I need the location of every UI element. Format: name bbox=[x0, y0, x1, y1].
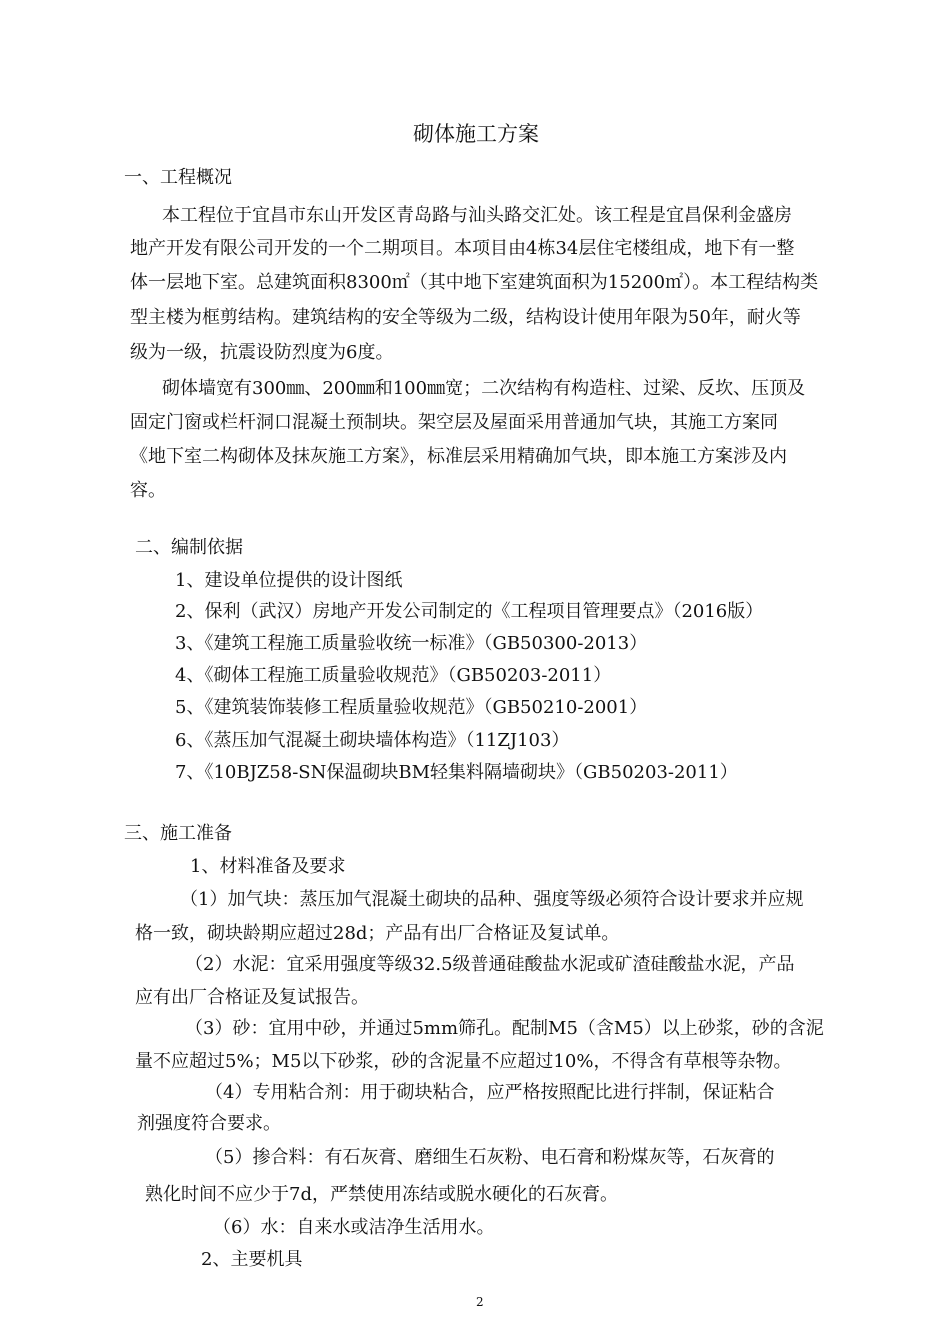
s3-sub1-heading: 1、材料准备及要求 bbox=[190, 856, 346, 877]
s2-item-6: 6、《蒸压加气混凝土砌块墙体构造》（11ZJ103） bbox=[175, 730, 570, 751]
s2-item-1: 1、建设单位提供的设计图纸 bbox=[175, 570, 403, 591]
s3-sub2-heading: 2、主要机具 bbox=[201, 1249, 303, 1270]
section-2-heading: 二、编制依据 bbox=[135, 537, 243, 558]
s1-para2-line3: 《地下室二构砌体及抹灰施工方案》，标准层采用精确加气块，即本施工方案涉及内 bbox=[130, 446, 787, 467]
s3-m5-line2: 熟化时间不应少于7d，严禁使用冻结或脱水硬化的石灰膏。 bbox=[145, 1184, 618, 1205]
s3-m4-line1: （4）专用粘合剂：用于砌块粘合，应严格按照配比进行拌制，保证粘合 bbox=[205, 1082, 775, 1103]
page-number: 2 bbox=[476, 1295, 484, 1309]
s1-para2-line2: 固定门窗或栏杆洞口混凝土预制块。架空层及屋面采用普通加气块，其施工方案同 bbox=[130, 412, 778, 433]
s2-item-7: 7、《10BJZ58-SN保温砌块BM轻集料隔墙砌块》（GB50203-2011） bbox=[175, 762, 738, 783]
s3-m1-line1: （1）加气块：蒸压加气混凝土砌块的品种、强度等级必须符合设计要求并应规 bbox=[180, 889, 804, 910]
s1-para1-line4: 型主楼为框剪结构。建筑结构的安全等级为二级，结构设计使用年限为50年，耐火等 bbox=[130, 307, 801, 328]
section-3-heading: 三、施工准备 bbox=[124, 823, 232, 844]
s2-item-3: 3、《建筑工程施工质量验收统一标准》（GB50300-2013） bbox=[175, 633, 648, 654]
s1-para2-line1: 砌体墙宽有300㎜、200㎜和100㎜宽；二次结构有构造柱、过梁、反坎、压顶及 bbox=[162, 378, 806, 399]
s3-m3-line1: （3）砂：宜用中砂，并通过5mm筛孔。配制M5（含M5）以上砂浆，砂的含泥 bbox=[185, 1018, 824, 1039]
s1-para1-line5: 级为一级，抗震设防烈度为6度。 bbox=[130, 342, 394, 363]
s2-item-2: 2、保利（武汉）房地产开发公司制定的《工程项目管理要点》（2016版） bbox=[175, 601, 764, 622]
s3-m2-line2: 应有出厂合格证及复试报告。 bbox=[135, 987, 369, 1008]
s3-m4-line2: 剂强度符合要求。 bbox=[137, 1113, 281, 1134]
s2-item-4: 4、《砌体工程施工质量验收规范》（GB50203-2011） bbox=[175, 665, 612, 686]
s1-para1-line2: 地产开发有限公司开发的一个二期项目。本项目由4栋34层住宅楼组成，地下有一整 bbox=[130, 238, 795, 259]
s3-m5-line1: （5）掺合料：有石灰膏、磨细生石灰粉、电石膏和粉煤灰等，石灰膏的 bbox=[205, 1147, 775, 1168]
page-title: 砌体施工方案 bbox=[413, 122, 539, 146]
s1-para1-line3: 体一层地下室。总建筑面积8300㎡（其中地下室建筑面积为15200㎡）。本工程结构类 bbox=[130, 272, 819, 293]
s1-para1-line1: 本工程位于宜昌市东山开发区青岛路与汕头路交汇处。该工程是宜昌保利金盛房 bbox=[162, 205, 792, 226]
s3-m2-line1: （2）水泥：宜采用强度等级32.5级普通硅酸盐水泥或矿渣硅酸盐水泥，产品 bbox=[185, 954, 795, 975]
s3-m3-line2: 量不应超过5%；M5以下砂浆，砂的含泥量不应超过10%，不得含有草根等杂物。 bbox=[135, 1051, 792, 1072]
s1-para2-line4: 容。 bbox=[130, 480, 166, 501]
section-1-heading: 一、工程概况 bbox=[124, 167, 232, 188]
s2-item-5: 5、《建筑装饰装修工程质量验收规范》（GB50210-2001） bbox=[175, 697, 648, 718]
s3-m1-line2: 格一致，砌块龄期应超过28d；产品有出厂合格证及复试单。 bbox=[135, 923, 620, 944]
s3-m6-line: （6）水：自来水或洁净生活用水。 bbox=[213, 1217, 495, 1238]
